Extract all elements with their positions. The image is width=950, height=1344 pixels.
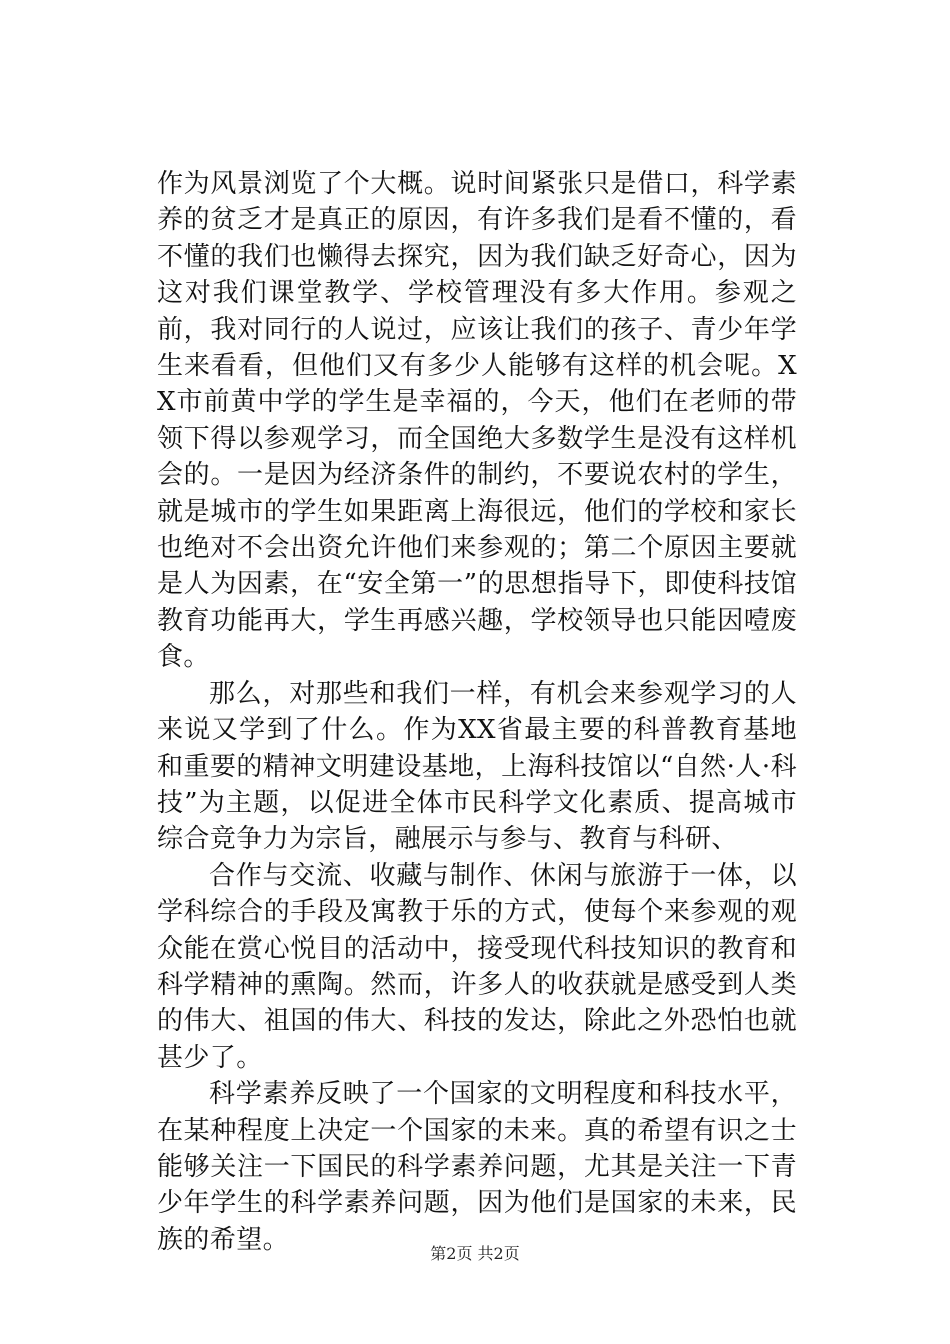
document-body	[157, 166, 797, 1258]
paragraph-1: 作为风景浏览了个大概。说时间紧张只是借口，科学素养的贫乏才是真正的原因，有许多我们是看不懂的，看不懂的我们也懒得去探究，因为我们缺乏好奇心，因为这对我们课堂教学、学校管理没有多大作用。参观之前，我对同行的人说过，应该让我们的孩子、青少年学生来看看，但他们又有多少人能够有这样的机会呢。XX市前黄中学的学生是幸福的，今天，他们在老师的带领下得以参观学习，而全国绝大多数学生是没有这样机会的。一是因为经济条件的制约，不要说农村的学生，就是城市的学生如果距离上海很远，他们的学校和家长也绝对不会出资允许他们来参观的；第二个原因主要就是人为因素，在“安全第一”的思想指导下，即使科技馆教育功能再大，学生再感兴趣，学校领导也只能因噎废食。	[157, 169, 797, 673]
paragraph-3: 合作与交流、收藏与制作、休闲与旅游于一体，以学科综合的手段及寓教于乐的方式，使每个来参观的观众能在赏心悦目的活动中，接受现代科技知识的教育和科学精神的熏陶。然而，许多人的收获就是感受到人类的伟大、祖国的伟大、科技的发达，除此之外恐怕也就甚少了。	[157, 860, 797, 1073]
paragraph-4: 科学素养反映了一个国家的文明程度和科技水平，在某种程度上决定一个国家的未来。真的希望有识之士能够关注一下国民的科学素养问题，尤其是关注一下青少年学生的科学素养问题，因为他们是国家的未来，民族的希望。	[157, 1079, 797, 1255]
paragraph-2: 那么，对那些和我们一样，有机会来参观学习的人来说又学到了什么。作为XX省最主要的科普教育基地和重要的精神文明建设基地，上海科技馆以“自然·人·科技”为主题，以促进全体市民科学文化素质、提高城市综合竞争力为宗旨，融展示与参与、教育与科研、	[157, 678, 797, 855]
page-number-footer: 第2页 共2页	[430, 1244, 520, 1263]
